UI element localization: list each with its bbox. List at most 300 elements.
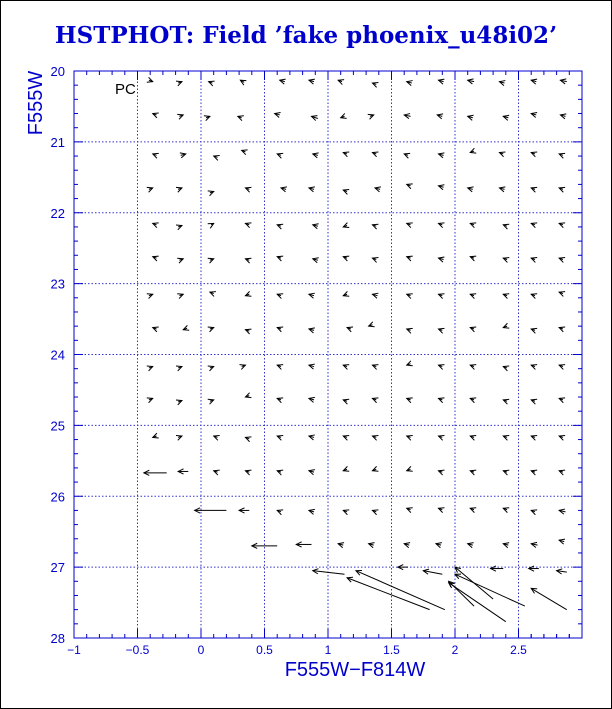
vector-arrow <box>438 79 444 84</box>
vector-arrow <box>559 470 565 475</box>
vector-head <box>499 152 505 157</box>
vector-head <box>503 508 509 513</box>
vector-arrow <box>208 399 214 404</box>
vector-arrow <box>180 153 186 158</box>
vector-arrow <box>470 327 476 332</box>
vector-arrow <box>343 256 349 261</box>
chart-title: HSTPHOT: Field ’fake phoenix_u48i02’ <box>54 22 558 49</box>
vector-arrow <box>559 539 565 544</box>
vector-arrow <box>438 257 444 262</box>
vector-shaft <box>531 588 567 609</box>
vector-head <box>470 327 476 332</box>
vector-arrow <box>407 398 413 403</box>
vector-head <box>277 224 283 229</box>
vector-head <box>369 322 375 327</box>
vector-arrow <box>147 77 153 82</box>
vector-arrow <box>214 155 220 160</box>
grid-lines <box>74 71 582 638</box>
vector-head <box>277 365 283 370</box>
vector-arrow <box>531 399 537 404</box>
vector-head <box>210 292 216 297</box>
vector-arrow <box>470 365 476 370</box>
vector-head <box>372 365 378 370</box>
vector-head <box>183 325 189 330</box>
vector-arrow <box>176 435 182 440</box>
vector-arrow <box>372 435 378 440</box>
vector-arrow <box>438 470 444 475</box>
vector-head <box>239 365 245 370</box>
vector-arrow <box>338 543 344 548</box>
vector-arrow <box>468 543 474 548</box>
vector-arrow <box>347 577 430 609</box>
vector-arrow <box>277 327 283 332</box>
vector-head <box>147 366 153 371</box>
vector-arrow <box>277 365 283 370</box>
vector-head <box>208 399 214 404</box>
vector-head <box>343 291 349 296</box>
vector-arrow <box>208 191 214 196</box>
vector-shaft <box>347 578 430 610</box>
vector-head <box>470 365 476 370</box>
y-tick-label: 26 <box>50 489 65 505</box>
vector-head <box>153 113 159 118</box>
vector-arrow <box>372 365 378 370</box>
vector-arrow <box>398 565 408 570</box>
vector-arrow <box>503 258 509 263</box>
vector-head <box>470 256 476 261</box>
vector-arrow <box>153 113 159 118</box>
vector-arrow <box>560 79 566 84</box>
vector-head <box>208 191 214 196</box>
vector-arrow <box>277 224 283 229</box>
vector-head <box>245 187 251 192</box>
vector-head <box>176 187 182 192</box>
y-tick-label: 21 <box>50 134 65 150</box>
vector-arrow <box>531 187 537 192</box>
vector-arrow <box>372 398 378 403</box>
vector-head <box>372 258 378 263</box>
vector-arrow <box>208 327 214 332</box>
vector-head <box>531 365 537 370</box>
vector-arrow <box>559 509 565 514</box>
vector-arrow <box>559 223 565 228</box>
vector-head <box>559 327 565 332</box>
vector-arrow <box>147 187 153 192</box>
vector-head <box>238 116 244 121</box>
vector-arrow <box>499 152 505 157</box>
vector-arrow <box>531 435 537 440</box>
vector-arrow <box>372 224 378 229</box>
vector-arrow <box>347 327 353 332</box>
vector-head <box>176 225 182 230</box>
vector-head <box>407 466 413 471</box>
vector-head <box>341 113 347 118</box>
vector-head <box>503 294 509 299</box>
vector-head <box>407 398 413 403</box>
vector-head <box>531 328 537 333</box>
vector-head <box>503 399 509 404</box>
vector-arrow <box>503 399 509 404</box>
vector-arrow <box>503 224 509 229</box>
vector-arrow <box>245 437 251 442</box>
vector-arrow <box>343 190 349 195</box>
vector-head <box>559 470 565 475</box>
vector-head <box>245 437 251 442</box>
x-tick-label: 1.5 <box>383 643 400 657</box>
vector-head <box>153 433 159 438</box>
vector-head <box>531 152 537 157</box>
vector-head <box>372 510 378 515</box>
vector-arrow <box>296 542 311 547</box>
vector-arrow <box>438 223 444 228</box>
vector-arrow <box>275 112 281 117</box>
vector-arrow <box>531 294 537 299</box>
vector-arrow <box>375 187 381 192</box>
vector-arrow <box>309 293 315 298</box>
vector-arrow <box>144 470 167 475</box>
vector-arrow <box>438 435 444 440</box>
vector-head <box>343 435 349 440</box>
vector-head <box>245 291 251 296</box>
x-tick-label: 0.5 <box>256 643 273 657</box>
vector-head <box>438 435 444 440</box>
vector-arrow <box>245 187 251 192</box>
x-tick-label: 0 <box>197 643 205 657</box>
vector-head <box>177 294 183 299</box>
vector-head <box>559 292 565 297</box>
vector-arrow <box>559 327 565 332</box>
vector-arrow <box>277 256 283 261</box>
vector-head <box>531 223 537 228</box>
vector-head <box>214 470 220 475</box>
vector-arrow <box>309 79 315 84</box>
vector-head <box>176 400 182 405</box>
vector-head <box>147 398 153 403</box>
vector-arrow <box>407 184 413 189</box>
vector-arrow <box>470 148 476 153</box>
panel-label: PC <box>115 81 136 98</box>
vector-head <box>153 153 159 158</box>
vector-arrow <box>309 328 315 333</box>
vector-head <box>245 470 251 475</box>
vector-arrow <box>404 114 410 119</box>
vector-head <box>404 153 410 158</box>
vector-arrow <box>313 258 319 263</box>
x-tick-label: −0.5 <box>125 643 150 657</box>
vector-arrow <box>438 328 444 333</box>
vector-head <box>214 435 220 440</box>
vector-head <box>438 508 444 513</box>
vector-arrow <box>147 398 153 403</box>
vector-head <box>470 223 476 228</box>
y-tick-label: 23 <box>50 276 65 292</box>
vector-arrow <box>239 508 249 513</box>
vector-head <box>347 327 353 332</box>
vector-head <box>503 366 509 371</box>
vector-arrow <box>531 152 537 157</box>
vector-arrow <box>470 223 476 228</box>
vector-arrow <box>372 293 378 298</box>
x-tick-label: −1 <box>67 643 81 657</box>
vector-arrow <box>559 292 565 297</box>
vector-arrow <box>183 325 189 330</box>
vector-head <box>559 435 565 440</box>
vector-head <box>407 435 413 440</box>
vector-arrow <box>531 510 537 515</box>
vector-arrow <box>531 223 537 228</box>
vector-arrow <box>372 510 378 515</box>
vector-arrow <box>455 574 525 606</box>
vector-arrow <box>503 294 509 299</box>
vector-head <box>531 399 537 404</box>
y-tick-label: 25 <box>50 418 65 434</box>
vector-arrow <box>503 115 509 120</box>
vector-arrow <box>277 153 283 158</box>
vector-arrow <box>309 397 315 402</box>
vector-arrow <box>309 364 315 369</box>
vector-arrow <box>503 323 509 328</box>
vector-head <box>407 184 413 189</box>
vector-head <box>407 294 413 299</box>
vector-head <box>503 258 509 263</box>
vector-arrow <box>503 435 509 440</box>
vector-arrow <box>470 398 476 403</box>
vector-head <box>531 294 537 299</box>
vector-arrow <box>208 258 214 263</box>
vector-arrow <box>404 153 410 158</box>
vector-arrow <box>311 116 317 121</box>
vector-head <box>208 327 214 332</box>
vector-arrow <box>281 187 287 192</box>
y-tick-label: 28 <box>50 631 65 646</box>
vector-arrow <box>238 116 244 121</box>
vector-head <box>438 294 444 299</box>
vector-head <box>470 294 476 299</box>
vector-head <box>343 365 349 370</box>
vector-head <box>559 258 565 263</box>
vector-head <box>531 435 537 440</box>
vector-arrow <box>313 569 345 575</box>
vector-head <box>559 365 565 370</box>
vector-head <box>438 328 444 333</box>
vector-arrow <box>559 258 565 263</box>
vector-arrow <box>407 508 413 513</box>
vector-arrow <box>343 365 349 370</box>
vector-head <box>438 470 444 475</box>
vector-arrow <box>503 543 509 548</box>
vector-head <box>245 223 251 228</box>
vector-arrow <box>242 150 248 155</box>
vector-arrow <box>438 398 444 403</box>
vector-head <box>277 398 283 403</box>
vector-arrow <box>240 80 246 85</box>
vector-arrow <box>470 256 476 261</box>
vector-arrow <box>499 187 505 192</box>
vector-arrow <box>531 588 567 609</box>
vector-head <box>559 398 565 403</box>
vector-arrow <box>407 466 413 471</box>
vector-head <box>153 256 159 261</box>
vector-arrow <box>343 291 349 296</box>
vector-arrow <box>313 153 319 158</box>
x-tick-label: 2 <box>451 643 459 657</box>
vector-head <box>372 466 378 471</box>
vector-arrow <box>153 433 159 438</box>
vector-arrow <box>531 258 537 263</box>
vector-arrow <box>560 114 566 119</box>
vector-arrow <box>499 81 505 86</box>
vector-arrow <box>309 435 315 440</box>
vector-head <box>559 223 565 228</box>
vector-arrow <box>531 542 537 547</box>
vector-arrow <box>280 79 286 84</box>
vector-arrow <box>407 223 413 228</box>
vector-head <box>559 153 565 158</box>
vector-head <box>208 366 214 371</box>
vector-arrow <box>277 510 283 515</box>
vector-head <box>407 328 413 333</box>
vector-arrow <box>209 81 215 86</box>
y-axis-label: F555W <box>25 70 47 136</box>
vector-head <box>503 224 509 229</box>
vector-arrow <box>177 114 183 119</box>
vector-head <box>147 187 153 192</box>
vector-arrow <box>277 470 283 475</box>
vector-arrow <box>438 365 444 370</box>
x-tick-label: 2.5 <box>510 643 527 657</box>
vector-head <box>208 223 214 228</box>
vector-arrow <box>503 470 509 475</box>
vector-arrow <box>208 366 214 371</box>
vector-arrow <box>407 294 413 299</box>
x-tick-label: 1 <box>324 643 332 657</box>
vector-arrow <box>343 510 349 515</box>
vector-head <box>245 393 251 398</box>
vector-arrow <box>177 258 183 263</box>
y-tick-label: 22 <box>50 205 65 221</box>
vector-arrow <box>470 508 476 513</box>
vector-head <box>338 80 344 85</box>
vector-arrow <box>369 322 375 327</box>
vector-arrow <box>210 292 216 297</box>
vector-arrow <box>176 187 182 192</box>
vector-arrow <box>470 294 476 299</box>
vector-head <box>470 435 476 440</box>
vector-arrow <box>559 365 565 370</box>
vector-head <box>277 470 283 475</box>
vector-head <box>438 398 444 403</box>
vector-arrow <box>153 223 159 228</box>
vector-head <box>176 435 182 440</box>
vector-arrow <box>343 466 349 471</box>
vector-arrow <box>468 79 474 84</box>
vector-head <box>531 470 537 475</box>
vector-arrow <box>531 79 537 84</box>
vector-arrow <box>153 256 159 261</box>
vector-head <box>503 323 509 328</box>
vector-head <box>407 361 413 366</box>
vector-head <box>531 510 537 515</box>
vector-head <box>343 466 349 471</box>
vector-arrow <box>437 114 443 119</box>
vector-head <box>343 190 349 195</box>
vector-head <box>245 329 251 334</box>
vector-arrow <box>309 187 315 192</box>
vector-head <box>372 435 378 440</box>
vector-head <box>438 223 444 228</box>
vector-head <box>372 82 378 87</box>
vector-head <box>208 258 214 263</box>
vector-head <box>176 366 182 371</box>
vector-head <box>372 224 378 229</box>
vector-head <box>343 399 349 404</box>
vector-arrow <box>368 114 374 119</box>
vector-arrow <box>338 80 344 85</box>
vector-arrow <box>309 470 315 475</box>
vector-arrow <box>245 258 251 263</box>
vector-arrow <box>407 328 413 333</box>
vector-arrow <box>178 469 188 474</box>
vector-arrow <box>372 466 378 471</box>
vector-arrow <box>438 153 444 158</box>
vector-arrow <box>239 365 245 370</box>
vector-head <box>372 398 378 403</box>
vector-arrow <box>309 509 315 514</box>
vector-arrow <box>372 258 378 263</box>
vector-arrow <box>147 366 153 371</box>
vector-arrow <box>356 570 445 609</box>
vector-arrow <box>531 365 537 370</box>
vector-arrow <box>559 435 565 440</box>
vector-head <box>372 152 378 157</box>
vector-head <box>503 470 509 475</box>
y-tick-label: 27 <box>50 560 65 576</box>
vector-head <box>531 187 537 192</box>
vector-head <box>470 470 476 475</box>
vector-shaft <box>455 574 525 606</box>
vector-arrow <box>277 294 283 299</box>
vector-head <box>531 258 537 263</box>
vector-arrow <box>147 294 153 299</box>
vector-arrow <box>369 543 375 548</box>
vector-head <box>204 116 210 121</box>
vector-arrow <box>214 435 220 440</box>
vector-arrow <box>343 223 349 228</box>
vector-arrow <box>153 327 159 332</box>
vector-head <box>277 510 283 515</box>
vector-head <box>153 327 159 332</box>
vector-head <box>277 435 283 440</box>
vector-arrow <box>436 543 442 548</box>
vector-head <box>559 187 565 192</box>
vector-arrow <box>245 329 251 334</box>
vector-shaft <box>449 583 506 622</box>
vector-field <box>144 77 567 621</box>
vector-head <box>368 114 374 119</box>
vector-head <box>407 256 413 261</box>
vector-head <box>245 258 251 263</box>
vector-arrow <box>407 81 413 86</box>
vector-arrow <box>245 223 251 228</box>
y-tick-label: 20 <box>50 64 65 79</box>
vector-arrow <box>531 328 537 333</box>
vector-arrow <box>470 435 476 440</box>
vector-head <box>470 398 476 403</box>
vector-arrow <box>372 82 378 87</box>
vector-arrow <box>343 399 349 404</box>
vector-head <box>470 148 476 153</box>
vector-arrow <box>343 435 349 440</box>
